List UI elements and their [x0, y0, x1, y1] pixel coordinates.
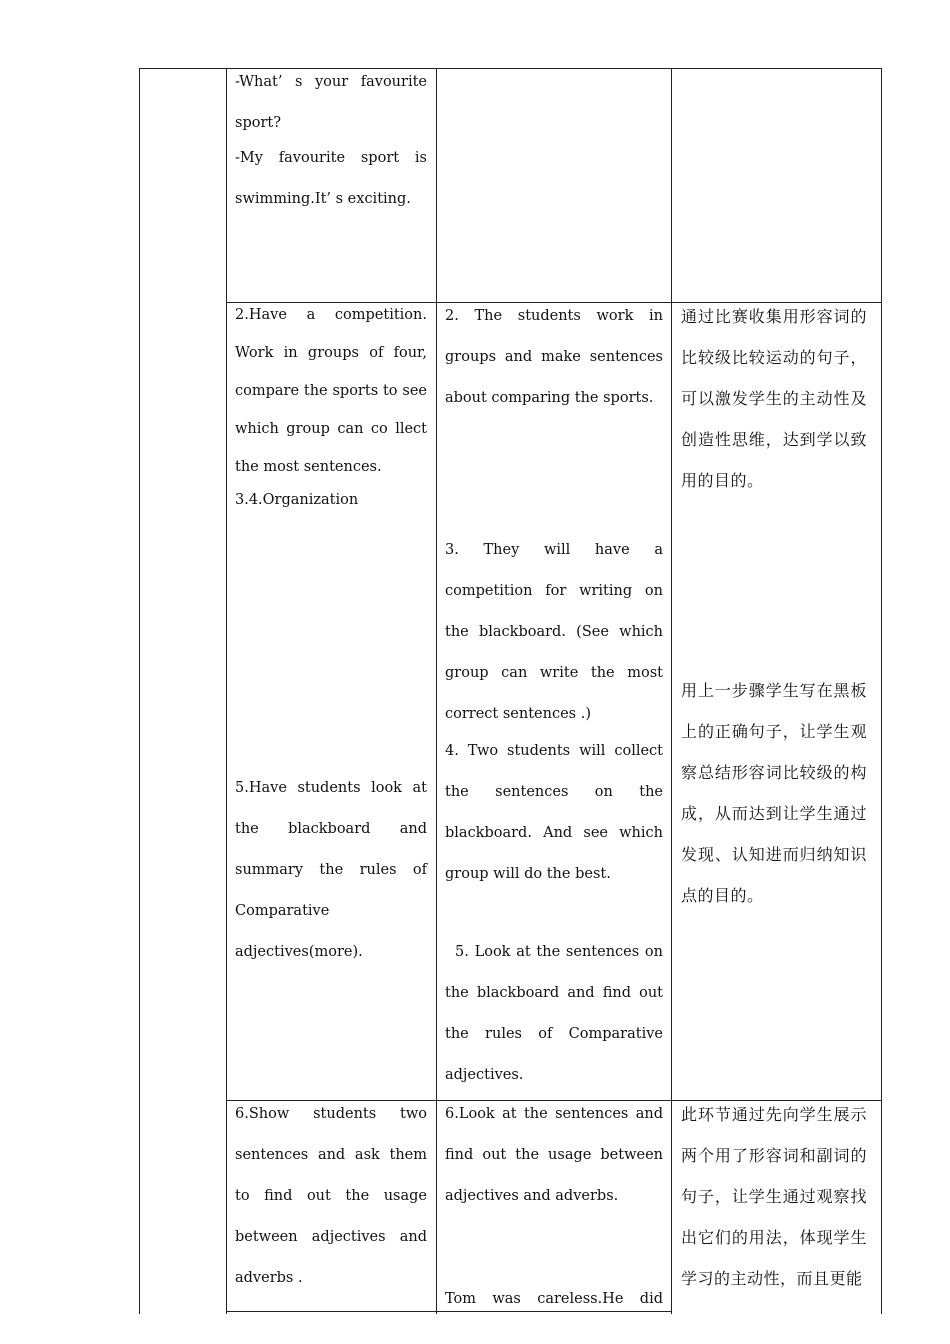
activity-adjectives-adverbs: 6.Show students two sentences and ask them to find out the usage between adjectives and adverbs .: [235, 1106, 427, 1286]
purpose-competition: 通过比赛收集用形容词的比较级比较运动的句子，可以激发学生的主动性及创造性思维，达到学以致用的目的。: [681, 307, 867, 490]
activity-organization: 3.4.Organization: [235, 492, 359, 508]
table-left-border: [139, 68, 140, 1314]
activity-summary-rules: 5.Have students look at the blackboard and summary the rules of Comparative adjectives(more).: [235, 780, 427, 960]
row2-purpose-cell: [681, 296, 867, 905]
column-divider-2: [436, 68, 437, 1314]
activity-competition: 2.Have a competition. Work in groups of four, compare the sports to see which group can co llect the most sentences.: [235, 307, 427, 475]
student-step-3: 3. They will have a competition for writing on the blackboard. (See which group can write the most correct sentences .): [445, 542, 663, 722]
dialogue-answer: -My favourite sport is swimming.It’ s exciting.: [235, 150, 427, 207]
purpose-blackboard-summary: 用上一步骤学生写在黑板上的正确句子，让学生观察总结形容词比较级的构成，从而达到让学生通过发现、认知进而归纳知识点的目的。: [681, 681, 867, 905]
student-step-5: 5. Look at the sentences on the blackboard and find out the rules of Comparative adjectives.: [445, 944, 663, 1083]
row2-activity-cell: [235, 296, 427, 960]
row3-purpose-cell: [681, 1094, 867, 1299]
student-step-6: 6.Look at the sentences and find out the usage between adjectives and adverbs.: [445, 1106, 663, 1204]
example-sentence: Tom was careless.He did: [445, 1291, 663, 1307]
column-divider-1: [226, 68, 227, 1314]
column-divider-3: [671, 68, 672, 1314]
student-step-2: 2. The students work in groups and make sentences about comparing the sports.: [445, 308, 663, 406]
row1-activity-cell: [235, 62, 427, 220]
row3-students-cell: [445, 1094, 663, 1307]
table-right-border: [881, 68, 882, 1314]
purpose-adjectives-adverbs: 此环节通过先向学生展示两个用了形容词和副词的句子，让学生通过观察找出它们的用法，体现学生学习的主动性，而且更能: [681, 1105, 867, 1288]
dialogue-question: -What’ s your favourite sport?: [235, 74, 427, 131]
student-step-4: 4. Two students will collect the sentences on the blackboard. And see which group will do the best.: [445, 743, 663, 882]
row2-students-cell: [445, 296, 663, 1083]
row3-activity-cell: [235, 1094, 427, 1299]
